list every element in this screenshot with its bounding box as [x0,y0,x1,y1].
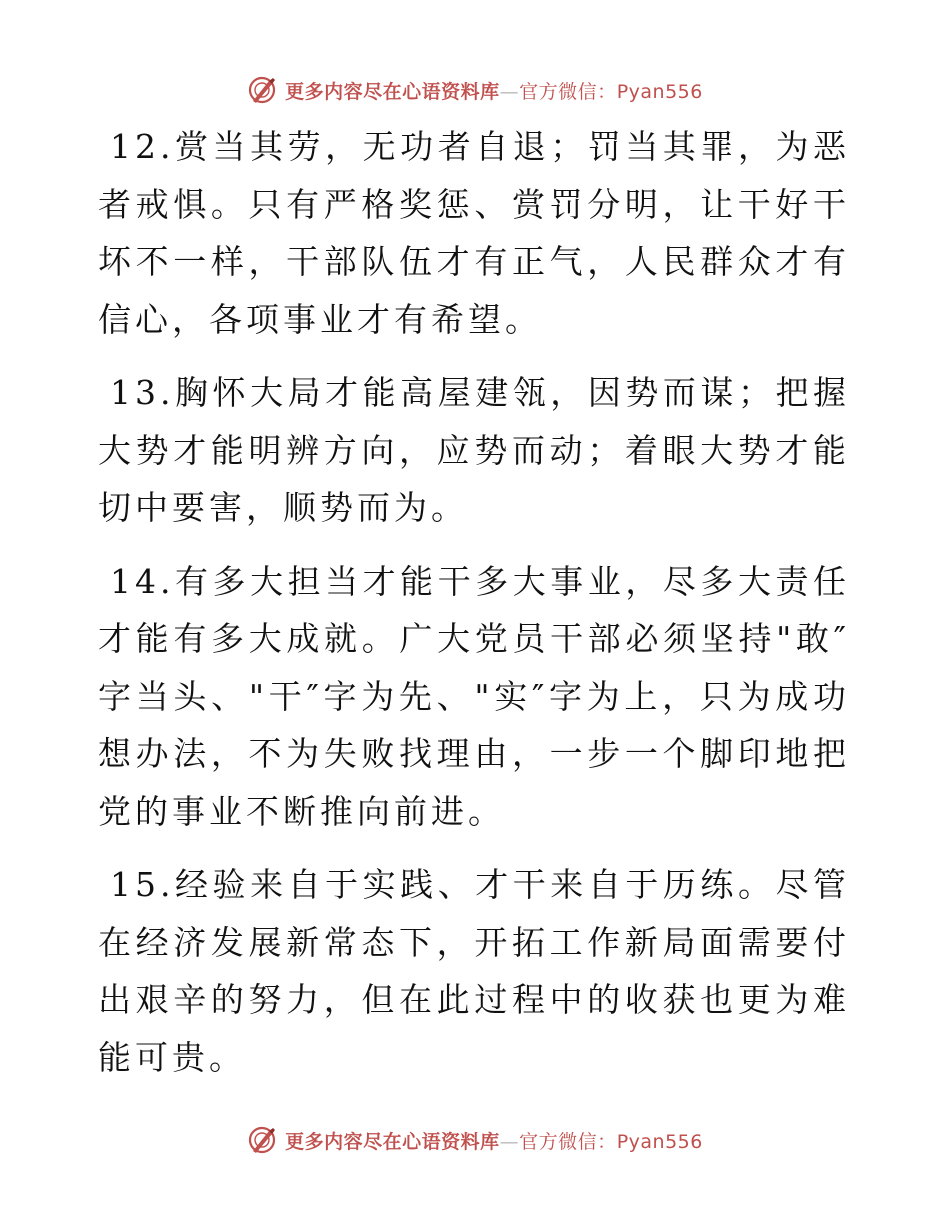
paragraph-number: 12. [110,127,175,166]
banner-wechat-label: 官方微信： [519,1130,617,1153]
banner-dash: — [499,1130,520,1153]
paragraph-number: 14. [110,561,175,601]
paragraph-text: 赏当其劳，无功者自退；罚当其罪，为恶者戒惧。只有严格奖惩、赏罚分明，让干好干坏不一样，干部队伍才有正气，人民群众才有信心，各项事业才有希望。 [98,127,850,339]
paragraph-15 [98,856,850,1086]
paragraph-14 [98,553,850,841]
banner-main-text: 更多内容尽在心语资料库 [285,80,500,103]
banner-wechat-label: 官方微信： [519,80,617,103]
banner-main-text: 更多内容尽在心语资料库 [285,1130,500,1153]
banner-wechat-id: Pyan556 [616,1130,703,1153]
document-body [98,118,850,1102]
paragraph-number: 13. [110,373,175,412]
banner-text [285,1127,703,1154]
banner-text [285,77,703,104]
footer-banner [0,1120,950,1160]
paragraph-text: 经验来自于实践、才干来自于历练。尽管在经济发展新常态下，开拓工作新局面需要付出艰辛的努力，但在此过程中的收获也更为难能可贵。 [98,865,850,1077]
pen-logo-icon [247,1125,277,1155]
paragraph-number: 15. [110,865,175,904]
header-banner [0,70,950,110]
paragraph-12 [98,118,850,348]
paragraph-text: 有多大担当才能干多大事业，尽多大责任才能有多大成就。广大党员干部必须坚持"敢″字当头、"干″字为先、"实″字为上，只为成功想办法，不为失败找理由，一步一个脚印地把党的事业不断推向前进。 [98,561,850,831]
pen-logo-icon [247,75,277,105]
paragraph-text: 胸怀大局才能高屋建瓴，因势而谋；把握大势才能明辨方向，应势而动；着眼大势才能切中要害，顺势而为。 [98,373,850,527]
paragraph-13 [98,364,850,537]
banner-dash: — [499,80,520,103]
banner-wechat-id: Pyan556 [616,80,703,103]
